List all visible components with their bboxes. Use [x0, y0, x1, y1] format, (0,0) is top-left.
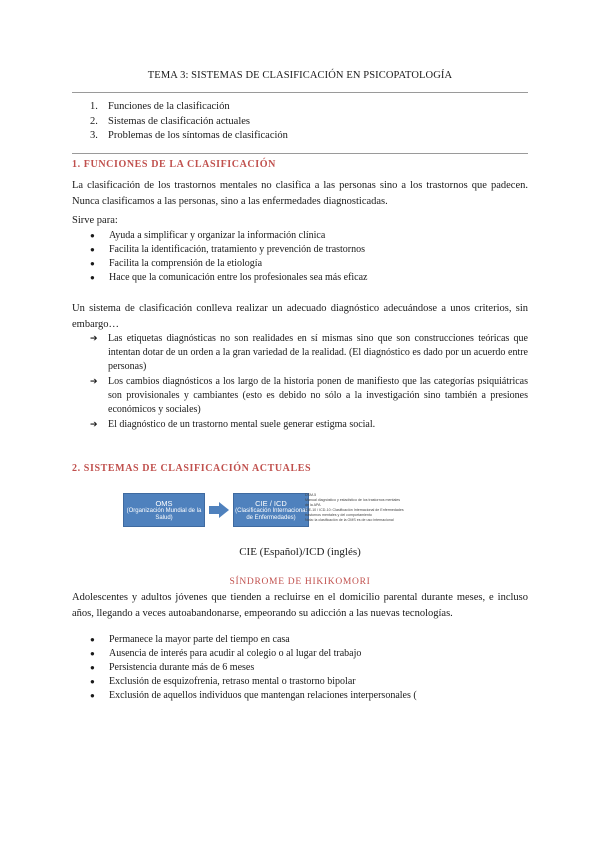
divider [72, 92, 528, 93]
arrow-right-icon: ➔ [90, 420, 98, 430]
bullet-icon: ● [90, 245, 95, 254]
list-item [90, 257, 368, 271]
hikikomori-criteria-list [90, 633, 417, 703]
legend-line: Manual diagnóstico y estadístico de los trastornos mentales [305, 498, 401, 502]
table-of-contents [90, 100, 288, 144]
arrow-right-icon: ➔ [90, 377, 98, 387]
oms-box-subtitle: (Organización Mundial de la Salud) [126, 508, 202, 521]
bullet-icon: ● [90, 635, 95, 644]
serve-list [90, 229, 368, 285]
bullet-icon: ● [90, 663, 95, 672]
legend-line: trastornos mentales y del comportamiento [305, 513, 372, 517]
arrow-item-text: El diagnóstico de un trastorno mental suele generar estigma social. [108, 419, 376, 430]
arrow-list [90, 332, 528, 433]
list-item-text: Exclusión de esquizofrenia, retraso mental o trastorno bipolar [109, 676, 356, 687]
hikikomori-heading: SÍNDROME DE HIKIKOMORI [229, 577, 371, 587]
diagram-caption: CIE (Español)/ICD (inglés) [239, 546, 361, 558]
flow-arrow-icon [209, 502, 229, 518]
section-heading-1: 1. FUNCIONES DE LA CLASIFICACIÓN [72, 159, 276, 170]
arrow-list-item [90, 418, 528, 432]
toc-text: Problemas de los síntomas de clasificación [108, 130, 288, 141]
arrow-right-icon: ➔ [90, 334, 98, 344]
list-item-text: Permanece la mayor parte del tiempo en casa [109, 634, 290, 645]
arrow-item-text: Los cambios diagnósticos a los largo de la historia ponen de manifiesto que las categorías psiquiátricas son provisionales y cambiantes (esto es debido no sólo a la investigación sino también a presiones económicos y sociales) [108, 376, 528, 415]
list-item-text: Facilita la identificación, tratamiento y prevención de trastornos [109, 244, 366, 255]
bullet-icon: ● [90, 231, 95, 240]
list-item-text: Ayuda a simplificar y organizar la información clínica [109, 230, 326, 241]
list-item [90, 661, 417, 675]
bullet-icon: ● [90, 677, 95, 686]
toc-number: 1. [90, 101, 98, 112]
hikikomori-paragraph: Adolescentes y adultos jóvenes que tienden a recluirse en el domicilio parental durante meses, e incluso años, llegando a veces autoabandonarse, empeorando su adicción a las nuevas tecnologías. [72, 592, 528, 619]
list-item-text: Hace que la comunicación entre los profesionales sea más eficaz [109, 272, 368, 283]
oms-box [123, 493, 205, 527]
bullet-icon: ● [90, 691, 95, 700]
list-item [90, 675, 417, 689]
legend-line: Nota: la clasificación de la OMS es de uso internacional [305, 518, 394, 522]
toc-item [90, 100, 288, 115]
toc-number: 2. [90, 115, 98, 127]
arrow-item-text: Las etiquetas diagnósticas no son realidades en sí mismas sino que son construcciones teóricas que intentan dotar de un orden a la gran variedad de la realidad. (El diagnóstico es dado por un acuerdo entre personas) [108, 333, 528, 372]
diagram-legend [305, 493, 435, 529]
toc-item [90, 129, 288, 144]
toc-text: Sistemas de clasificación actuales [108, 115, 250, 127]
list-item [90, 647, 417, 661]
list-item-text: Ausencia de interés para acudir al colegio o al lugar del trabajo [109, 648, 362, 659]
cie-box-title: CIE / ICD [255, 499, 287, 508]
arrow-list-item [90, 375, 528, 417]
cie-box [233, 493, 309, 527]
list-item [90, 229, 368, 243]
list-item [90, 633, 417, 647]
list-item [90, 271, 368, 285]
toc-text: Funciones de la clasificación [108, 101, 230, 112]
list-item-text: Persistencia durante más de 6 meses [109, 662, 255, 673]
system-paragraph: Un sistema de clasificación conlleva realizar un adecuado diagnóstico adecuándose a unos criterios, sin embargo… [72, 303, 528, 330]
cie-box-subtitle: (Clasificación Internacional de Enfermedades) [235, 508, 307, 521]
serve-label: Sirve para: [72, 215, 118, 226]
divider [72, 153, 528, 154]
list-item [90, 689, 417, 703]
arrow-list-item [90, 332, 528, 374]
document-title: TEMA 3: SISTEMAS DE CLASIFICACIÓN EN PSICOPATOLOGÍA [147, 70, 453, 81]
list-item-text: Facilita la comprensión de la etiología [109, 258, 263, 269]
intro-paragraph: La clasificación de los trastornos mentales no clasifica a las personas sino a los trastornos que padecen. Nunca clasificamos a las personas, sino a las enfermedades diagnosticadas. [72, 180, 528, 207]
legend-line: DSM-5 [305, 493, 317, 497]
oms-box-title: OMS [155, 499, 173, 508]
list-item-text: Exclusión de aquellos individuos que mantengan relaciones interpersonales ( [109, 690, 417, 701]
list-item [90, 243, 368, 257]
legend-line: CIE-10 / ICD-10: Clasificación Internacional de Enfermedades [305, 508, 404, 512]
toc-item [90, 115, 288, 130]
bullet-icon: ● [90, 259, 95, 268]
legend-line: de la APA [305, 503, 321, 507]
bullet-icon: ● [90, 649, 95, 658]
toc-number: 3. [90, 130, 98, 141]
section-heading-2: 2. SISTEMAS DE CLASIFICACIÓN ACTUALES [72, 463, 312, 474]
bullet-icon: ● [90, 273, 95, 282]
